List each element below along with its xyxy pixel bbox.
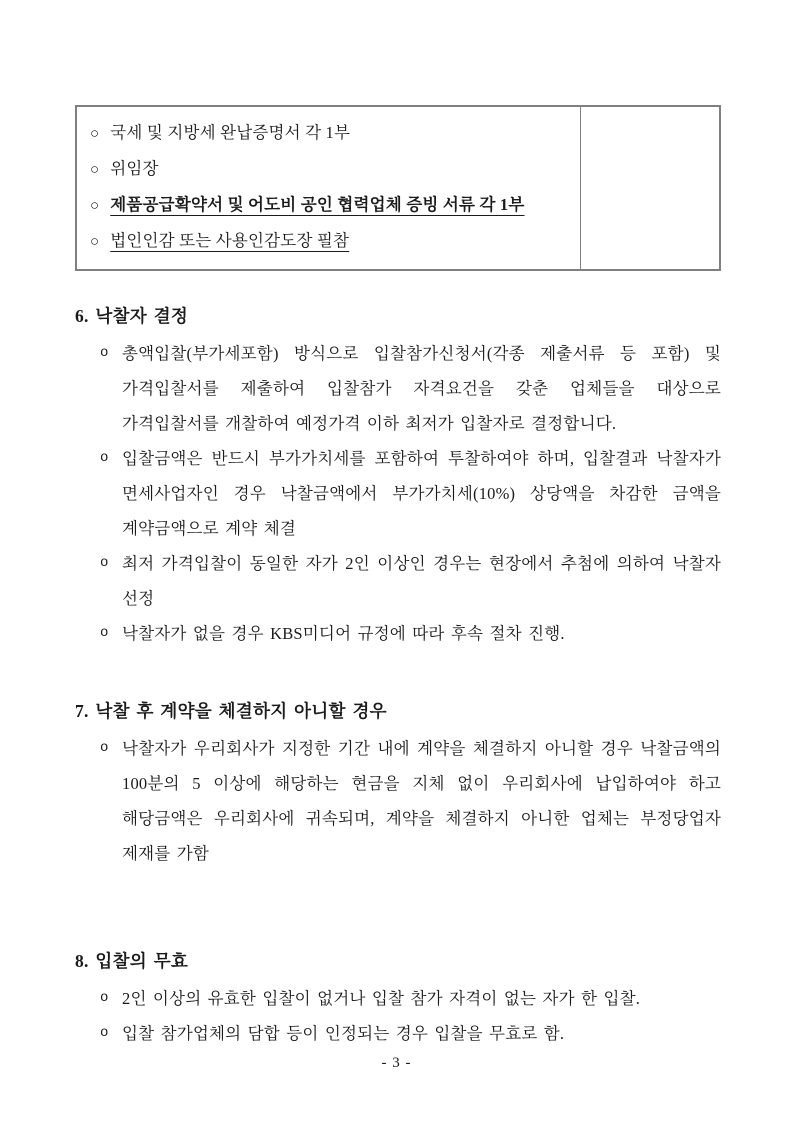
- bullet-item: [75, 441, 721, 546]
- checklist-item-text: 국세 및 지방세 완납증명서 각 1부: [110, 123, 351, 142]
- section-bullet-list: [75, 981, 721, 1051]
- bullet-item: [75, 336, 721, 441]
- sections: [75, 304, 721, 1051]
- section-7: [75, 699, 721, 871]
- checklist-cell-left: [77, 107, 580, 269]
- bullet-item: [75, 546, 721, 616]
- section-heading: 7. 낙찰 후 계약을 체결하지 아니할 경우: [75, 701, 387, 721]
- bullet-marker: o: [100, 990, 109, 1006]
- section-heading: 6. 낙찰자 결정: [75, 306, 189, 326]
- checklist-item-text: 제품공급확약서 및 어도비 공인 협력업체 증빙 서류 각 1부: [110, 195, 525, 214]
- checklist-item: [90, 187, 570, 223]
- bullet-item: [75, 981, 721, 1016]
- bullet-text: 입찰금액은 반드시 부가가치세를 포함하여 투찰하여야 하며, 입찰결과 낙찰자가 면세사업자인 경우 낙찰금액에서 부가가치세(10%) 상당액을 차감한 금액을 계약금액으로 계약 체결: [122, 449, 721, 538]
- bullet-text: 입찰 참가업체의 담합 등이 인정되는 경우 입찰을 무효로 함.: [122, 1024, 565, 1043]
- attachment-checklist-table: [75, 105, 721, 271]
- bullet-marker: o: [100, 345, 109, 361]
- checklist-item-text: 법인인감 또는 사용인감도장 필참: [110, 231, 350, 250]
- section-bullet-list: [75, 731, 721, 871]
- bullet-text: 최저 가격입찰이 동일한 자가 2인 이상인 경우는 현장에서 추첨에 의하여 낙찰자 선정: [122, 554, 721, 608]
- bullet-text: 낙찰자가 우리회사가 지정한 기간 내에 계약을 체결하지 아니할 경우 낙찰금액의 100분의 5 이상에 해당하는 현금을 지체 없이 우리회사에 납입하여야 하고 해당금액은 우리회사에 귀속되며, 계약을 체결하지 아니한 업체는 부정당업자 제재를 가함: [122, 739, 721, 863]
- bullet-item: [75, 616, 721, 651]
- circle-bullet-icon: ○: [90, 198, 100, 214]
- bullet-text: 총액입찰(부가세포함) 방식으로 입찰참가신청서(각종 제출서류 등 포함) 및 가격입찰서를 제출하여 입찰참가 자격요건을 갖춘 업체들을 대상으로 가격입찰서를 개찰하여 예정가격 이하 최저가 입찰자로 결정합니다.: [122, 344, 721, 433]
- document-content: [75, 105, 721, 1051]
- circle-bullet-icon: ○: [90, 126, 100, 142]
- section-bullet-list: [75, 336, 721, 651]
- bullet-item: [75, 731, 721, 871]
- section-6: [75, 304, 721, 651]
- bullet-text: 낙찰자가 없을 경우 KBS미디어 규정에 따라 후속 절차 진행.: [122, 624, 565, 643]
- bullet-marker: o: [100, 555, 109, 571]
- bullet-marker: o: [100, 450, 109, 466]
- bullet-marker: o: [100, 1025, 109, 1041]
- bullet-marker: o: [100, 625, 109, 641]
- checklist-cell-right: [580, 107, 719, 269]
- bullet-text: 2인 이상의 유효한 입찰이 없거나 입찰 참가 자격이 없는 자가 한 입찰.: [122, 989, 641, 1008]
- checklist-item-text: 위임장: [110, 159, 159, 178]
- section-heading: 8. 입찰의 무효: [75, 951, 189, 971]
- page-number: - 3 -: [381, 1055, 412, 1071]
- circle-bullet-icon: ○: [90, 234, 100, 250]
- checklist-item: [90, 115, 570, 151]
- bullet-marker: o: [100, 740, 109, 756]
- checklist-item: [90, 151, 570, 187]
- checklist-item: [90, 223, 570, 259]
- circle-bullet-icon: ○: [90, 162, 100, 178]
- section-8: [75, 949, 721, 1051]
- bullet-item: [75, 1016, 721, 1051]
